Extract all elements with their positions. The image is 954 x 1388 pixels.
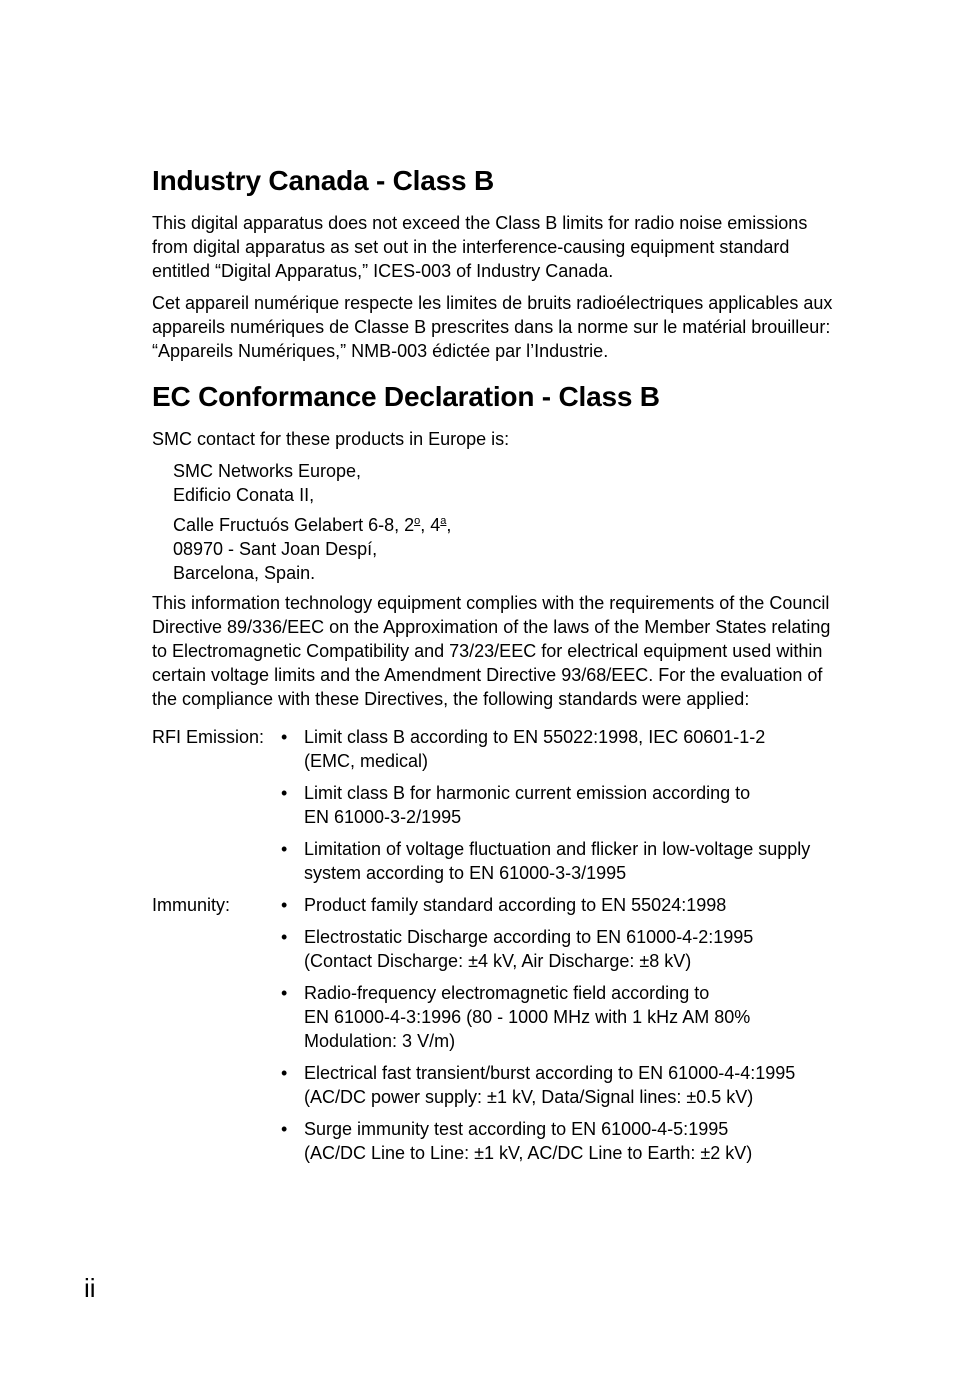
bullet-icon: • [281,1119,288,1139]
address-block-2 [173,513,847,585]
list-item-line: Limit class B for harmonic current emission according to [304,783,751,803]
document-body [152,163,847,1173]
industry-canada-french-paragraph: Cet appareil numérique respecte les limites de bruits radioélectriques applicables aux appareils numériques de Classe B prescrites dans la norme sur le matérial brouilleur: “Appareils Numériques,” NMB-003 édictée par l’Industrie. [152,293,833,361]
address-line-3 [173,513,847,537]
address-ordinal-a: a [440,515,447,527]
list-item [281,981,847,1053]
list-item [281,725,847,773]
standards-list [152,725,847,1165]
immunity-group [152,893,847,1165]
address-line-5: Barcelona, Spain. [173,563,316,583]
rfi-emission-label: RFI Emission: [152,727,265,747]
bullet-icon: • [281,839,288,859]
list-item-line: Product family standard according to EN 55024:1998 [304,895,727,915]
address-line-3-suffix: , [446,515,452,535]
industry-canada-english-paragraph: This digital apparatus does not exceed the Class B limits for radio noise emissions from digital apparatus as set out in the interference-causing equipment standard entitled “Digital Apparatus,” ICES-003 of Industry Canada. [152,213,808,281]
list-item-line: Electrostatic Discharge according to EN 61000-4-2:1995 [304,927,754,947]
list-item-line: Surge immunity test according to EN 61000-4-5:1995 [304,1119,729,1139]
list-item-line: (AC/DC Line to Line: ±1 kV, AC/DC Line to Earth: ±2 kV) [304,1143,753,1163]
page-number: ii [84,1273,96,1303]
list-item-line: Limitation of voltage fluctuation and flicker in low-voltage supply [304,839,811,859]
compliance-paragraph: This information technology equipment complies with the requirements of the Council Directive 89/336/EEC on the Approximation of the laws of the Member States relating to Electromagnetic Compatibility and 73/23/EEC for electrical equipment used within certain voltage limits and the Amendment Directive 93/68/EEC. For the evaluation of the compliance with these Directives, the following standards were applied: [152,593,831,709]
list-item-line: Radio-frequency electromagnetic field according to [304,983,710,1003]
heading-ec-conformance: EC Conformance Declaration - Class B [152,381,660,412]
list-item-line: (Contact Discharge: ±4 kV, Air Discharge: ±8 kV) [304,951,692,971]
list-item-line: system according to EN 61000-3-3/1995 [304,863,627,883]
address-line-3-prefix: Calle Fructuós Gelabert 6-8, 2 [173,515,415,535]
list-item [281,893,847,917]
list-item [281,837,847,885]
immunity-label: Immunity: [152,895,231,915]
address-block-1 [173,459,847,507]
bullet-icon: • [281,895,288,915]
heading-industry-canada: Industry Canada - Class B [152,165,494,196]
address-ordinal-o: o [414,515,421,527]
rfi-emission-group [152,725,847,885]
list-item [281,781,847,829]
address-line-2: Edificio Conata II, [173,485,315,505]
list-item-line: (EMC, medical) [304,751,429,771]
bullet-icon: • [281,927,288,947]
list-item [281,1117,847,1165]
bullet-icon: • [281,783,288,803]
address-line-4: 08970 - Sant Joan Despí, [173,539,378,559]
list-item-line: EN 61000-3-2/1995 [304,807,462,827]
bullet-icon: • [281,1063,288,1083]
smc-contact-intro: SMC contact for these products in Europe is: [152,429,510,449]
list-item-line: (AC/DC power supply: ±1 kV, Data/Signal lines: ±0.5 kV) [304,1087,754,1107]
address-line-1: SMC Networks Europe, [173,461,362,481]
list-item-line: Electrical fast transient/burst according to EN 61000-4-4:1995 [304,1063,796,1083]
address-line-3-mid: , 4 [420,515,441,535]
list-item-line: Modulation: 3 V/m) [304,1031,456,1051]
list-item-line: EN 61000-4-3:1996 (80 - 1000 MHz with 1 kHz AM 80% [304,1007,751,1027]
smc-europe-address [173,459,847,585]
list-item [281,925,847,973]
bullet-icon: • [281,983,288,1003]
list-item [281,1061,847,1109]
list-item-line: Limit class B according to EN 55022:1998, IEC 60601-1-2 [304,727,766,747]
bullet-icon: • [281,727,288,747]
